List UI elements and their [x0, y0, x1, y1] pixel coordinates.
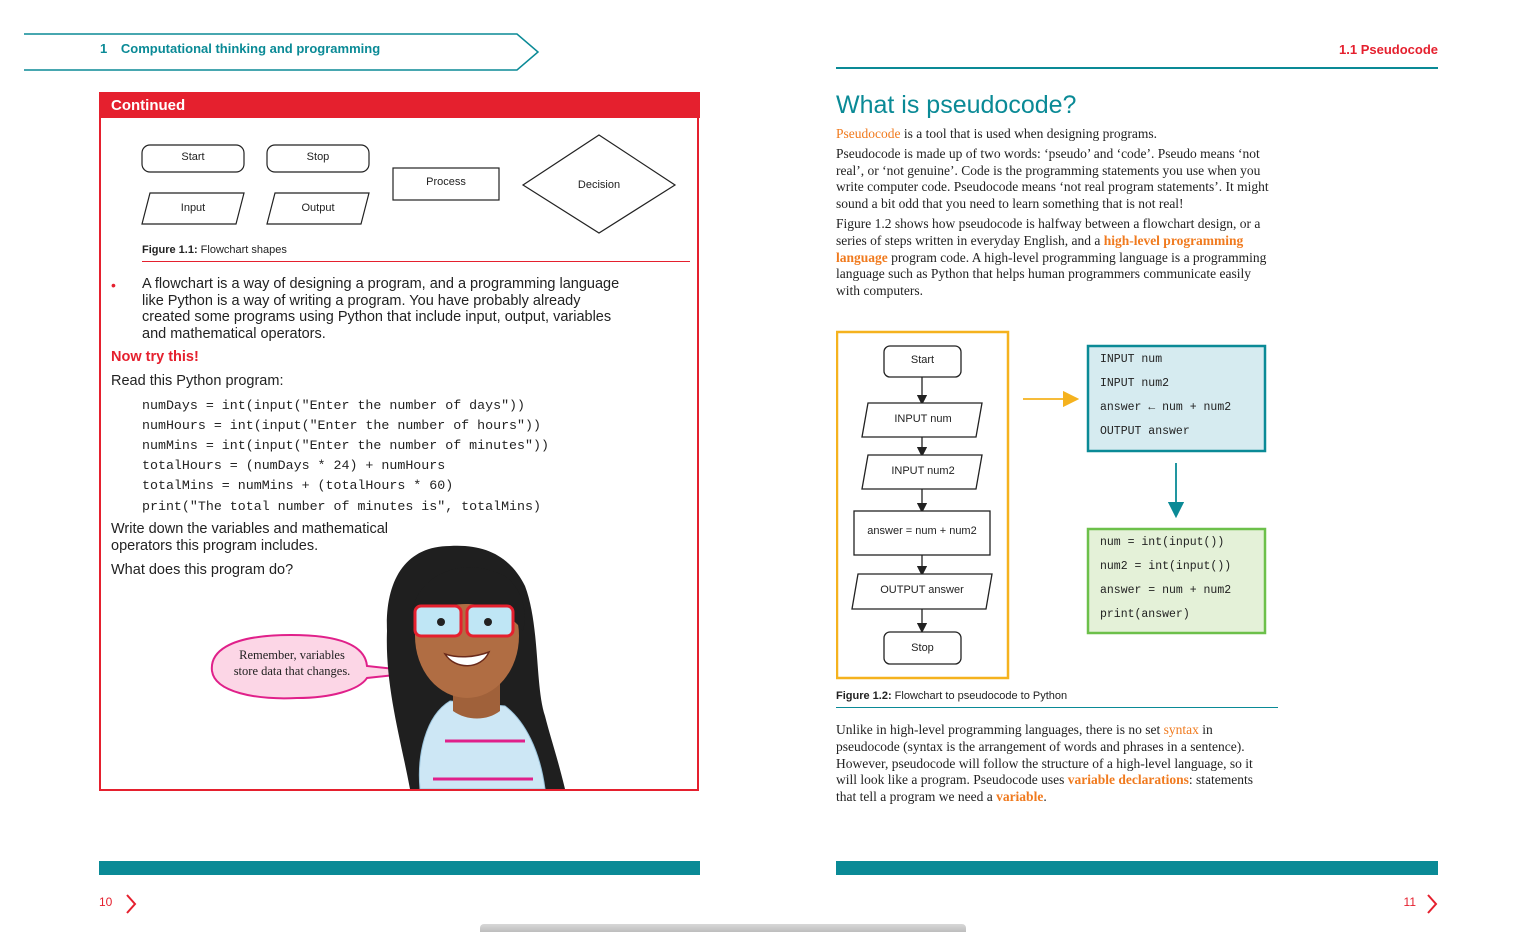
paragraph-2: Pseudocode is made up of two words: ‘pseudo’ and ‘code’. Pseudo means ‘not real’, or ‘not genuine’. Code is the programming statements you use when you write computer code. Pseudocode means ‘not real program statements’. It might sound a bit odd that you need to learn something that is not real! — [836, 145, 1269, 212]
paragraph-3-text-b: program code. A high-level programming language is a programming language such as Python that helps human programmers communicate easily with computers. — [836, 249, 1267, 299]
paragraph-3-text-a: Figure 1.2 shows how pseudocode is halfway between a flowchart design, or a series of steps written in everyday English, and a — [836, 215, 1261, 248]
figure-caption-number: Figure 1.2: — [836, 690, 892, 702]
continued-label: Continued — [111, 97, 186, 114]
python-code-line: print(answer) — [1100, 608, 1190, 621]
flowchart-label-stop: Stop — [911, 642, 934, 654]
flowchart-label-start: Start — [910, 354, 935, 366]
question-variables: Write down the variables and mathematical operators this program includes. — [111, 521, 388, 554]
keyword-pseudocode[interactable]: Pseudocode — [836, 126, 901, 141]
flowchart-figure-1-2 — [836, 330, 1276, 682]
code-line: print("The total number of minutes is", totalMins) — [142, 499, 541, 514]
figure-1-2-caption — [836, 690, 1067, 702]
figure-caption-number: Figure 1.1: — [142, 244, 198, 256]
pseudocode-line: answer ← num + num2 — [1100, 401, 1232, 414]
code-line: totalHours = (numDays * 24) + numHours — [142, 458, 446, 473]
keyword-variable-declarations[interactable]: variable declarations — [1067, 772, 1189, 788]
paragraph-1-text: is a tool that is used when designing programs. — [900, 126, 1157, 141]
code-line: numDays = int(input("Enter the number of days")) — [142, 398, 526, 413]
paragraph-4-text-d: . — [1043, 789, 1047, 805]
footer-bar-right — [836, 861, 1438, 875]
intro-body-text — [836, 126, 1276, 303]
chevron-right-icon[interactable] — [124, 893, 138, 915]
figure-caption-rule — [836, 707, 1278, 708]
paragraph-4 — [836, 722, 1276, 806]
chapter-number: 1 — [100, 41, 108, 56]
pseudocode-line: INPUT num — [1100, 353, 1163, 366]
shape-label-input: Input — [180, 202, 206, 214]
paragraph-1 — [836, 126, 1276, 143]
footer-bar-left — [99, 861, 700, 875]
page-title: What is pseudocode? — [836, 91, 1077, 119]
python-code-line: num = int(input()) — [1100, 536, 1225, 549]
read-program-instruction: Read this Python program: — [111, 373, 284, 389]
figure-1-1-caption — [142, 244, 287, 256]
paragraph-3 — [836, 216, 1276, 300]
chapter-title: Computational thinking and programming — [120, 41, 381, 56]
bullet-dot-icon: • — [111, 277, 116, 293]
section-header: 1.1 Pseudocode — [1339, 42, 1438, 57]
pseudocode-line: OUTPUT answer — [1100, 425, 1190, 438]
now-try-this-title: Now try this! — [111, 349, 199, 365]
section-header-rule — [836, 67, 1438, 69]
code-line: totalMins = numMins + (totalHours * 60) — [142, 478, 454, 493]
viewer-scroll-indicator[interactable] — [480, 924, 966, 932]
keyword-high-level-language[interactable]: high-level programming language — [836, 232, 1244, 265]
pseudocode-line: INPUT num2 — [1100, 377, 1170, 390]
page-number-left: 10 — [99, 895, 113, 909]
keyword-syntax[interactable]: syntax — [1163, 722, 1199, 737]
figure-caption-text: Flowchart shapes — [197, 244, 287, 256]
paragraph-4-text-a: Unlike in high-level programming languages, there is no set — [836, 722, 1164, 737]
shape-label-stop: Stop — [306, 151, 330, 163]
figure-caption-text: Flowchart to pseudocode to Python — [891, 690, 1068, 702]
chapter-header — [100, 41, 380, 56]
python-code-line: answer = num + num2 — [1100, 584, 1232, 597]
chevron-right-icon[interactable] — [1425, 893, 1439, 915]
shape-label-process: Process — [426, 176, 466, 188]
python-code-line: num2 = int(input()) — [1100, 560, 1232, 573]
flowchart-label-process: answer = num + num2 — [867, 525, 977, 537]
shape-label-start: Start — [181, 151, 205, 163]
flowchart-label-output: OUTPUT answer — [880, 584, 964, 596]
continued-bar — [99, 92, 700, 118]
shape-label-output: Output — [301, 202, 335, 214]
code-line: numMins = int(input("Enter the number of minutes")) — [142, 438, 549, 453]
paragraph-4-text-c: : statements that tell a program we need a — [836, 772, 1253, 805]
shape-label-decision: Decision — [577, 179, 621, 191]
flowchart-label-input-num: INPUT num — [894, 413, 952, 425]
figure-caption-rule — [142, 261, 690, 262]
keyword-variable[interactable]: variable — [996, 789, 1044, 805]
page-number-right: 11 — [1403, 895, 1416, 909]
code-line: numHours = int(input("Enter the number of hours")) — [142, 418, 541, 433]
speech-bubble-text: Remember, variables store data that changes. — [233, 648, 351, 678]
question-program-purpose: What does this program do? — [111, 562, 294, 578]
bullet-paragraph: A flowchart is a way of designing a program, and a programming language like Python is a way of writing a program. You have probably already created some programs using Python that include input, output, variables and mathematical operators. — [142, 276, 620, 342]
flowchart-label-input-num2: INPUT num2 — [891, 465, 955, 477]
paragraph-4-text-b: in pseudocode (syntax is the arrangement of words and phrases in a sentence). However, pseudocode will follow the structure of a high-level language, so it will look like a program. Pseudocode uses — [836, 722, 1253, 788]
